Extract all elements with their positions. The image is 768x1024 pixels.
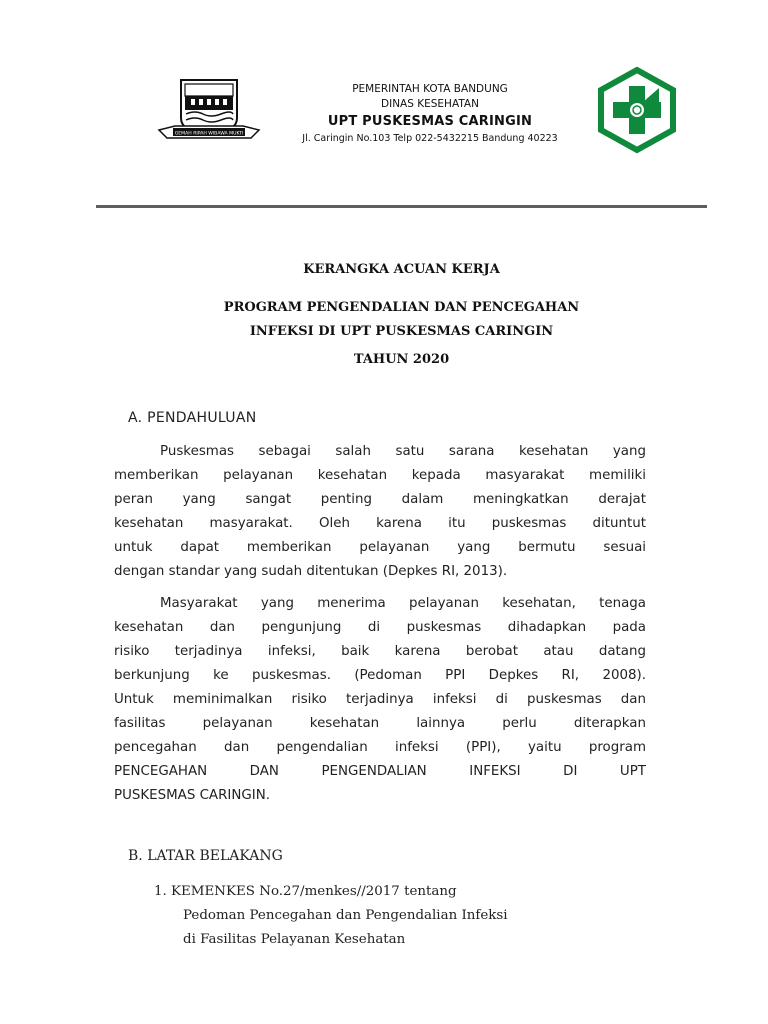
paragraph-line: dengan standar yang sudah ditentukan (Depkes RI, 2013). bbox=[114, 564, 508, 579]
paragraph-line: berkunjung ke puskesmas. (Pedoman PPI Depkes RI, 2008). bbox=[114, 668, 646, 683]
list-item-line2: Pedoman Pencegahan dan Pengendalian Infeksi bbox=[183, 908, 508, 923]
paragraph-line: risiko terjadinya infeksi, baik karena berobat atau datang bbox=[114, 644, 646, 659]
letterhead-divider bbox=[96, 205, 707, 208]
paragraph-2 bbox=[114, 592, 646, 808]
paragraph-line: Puskesmas sebagai salah satu sarana kesehatan yang bbox=[160, 444, 646, 459]
program-title bbox=[96, 296, 707, 344]
document-title: KERANGKA ACUAN KERJA bbox=[303, 262, 500, 277]
section-a-heading: A. PENDAHULUAN bbox=[128, 410, 257, 426]
government-name: PEMERINTAH KOTA BANDUNG bbox=[352, 83, 508, 95]
bandung-crest-logo bbox=[155, 76, 263, 148]
paragraph-1 bbox=[114, 440, 646, 584]
paragraph-line: pencegahan dan pengendalian infeksi (PPI), yaitu program bbox=[114, 740, 646, 755]
paragraph-line: PENCEGAHAN DAN PENGENDALIAN INFEKSI DI UPT bbox=[114, 764, 646, 779]
list-item bbox=[154, 880, 508, 952]
year-title: TAHUN 2020 bbox=[353, 352, 450, 367]
paragraph-line: memberikan pelayanan kesehatan kepada masyarakat memiliki bbox=[114, 468, 646, 483]
program-title-line1: PROGRAM PENGENDALIAN DAN PENCEGAHAN bbox=[223, 300, 580, 315]
svg-text:GEMAH RIPAH WIBAWA MUKTI: GEMAH RIPAH WIBAWA MUKTI bbox=[174, 131, 244, 137]
department-name: DINAS KESEHATAN bbox=[381, 98, 479, 110]
paragraph-line: kesehatan masyarakat. Oleh karena itu puskesmas dituntut bbox=[114, 516, 646, 531]
paragraph-line: untuk dapat memberikan pelayanan yang bermutu sesuai bbox=[114, 540, 646, 555]
paragraph-line: kesehatan dan pengunjung di puskesmas dihadapkan pada bbox=[114, 620, 646, 635]
paragraph-line: Masyarakat yang menerima pelayanan kesehatan, tenaga bbox=[160, 596, 646, 611]
letterhead-text bbox=[270, 82, 590, 146]
institution-name: UPT PUSKESMAS CARINGIN bbox=[327, 114, 533, 129]
paragraph-line: fasilitas pelayanan kesehatan lainnya perlu diterapkan bbox=[114, 716, 646, 731]
list-item-line1: 1. KEMENKES No.27/menkes//2017 tentang bbox=[154, 884, 457, 899]
paragraph-line: Untuk meminimalkan risiko terjadinya infeksi di puskesmas dan bbox=[114, 692, 646, 707]
puskesmas-logo bbox=[593, 66, 681, 154]
paragraph-line: PUSKESMAS CARINGIN. bbox=[114, 788, 270, 803]
paragraph-line: peran yang sangat penting dalam meningkatkan derajat bbox=[114, 492, 646, 507]
institution-address: Jl. Caringin No.103 Telp 022-5432215 Bandung 40223 bbox=[302, 133, 558, 144]
program-title-line2: INFEKSI DI UPT PUSKESMAS CARINGIN bbox=[249, 324, 554, 339]
section-b-heading: B. LATAR BELAKANG bbox=[128, 848, 283, 864]
list-item-line3: di Fasilitas Pelayanan Kesehatan bbox=[183, 932, 406, 947]
